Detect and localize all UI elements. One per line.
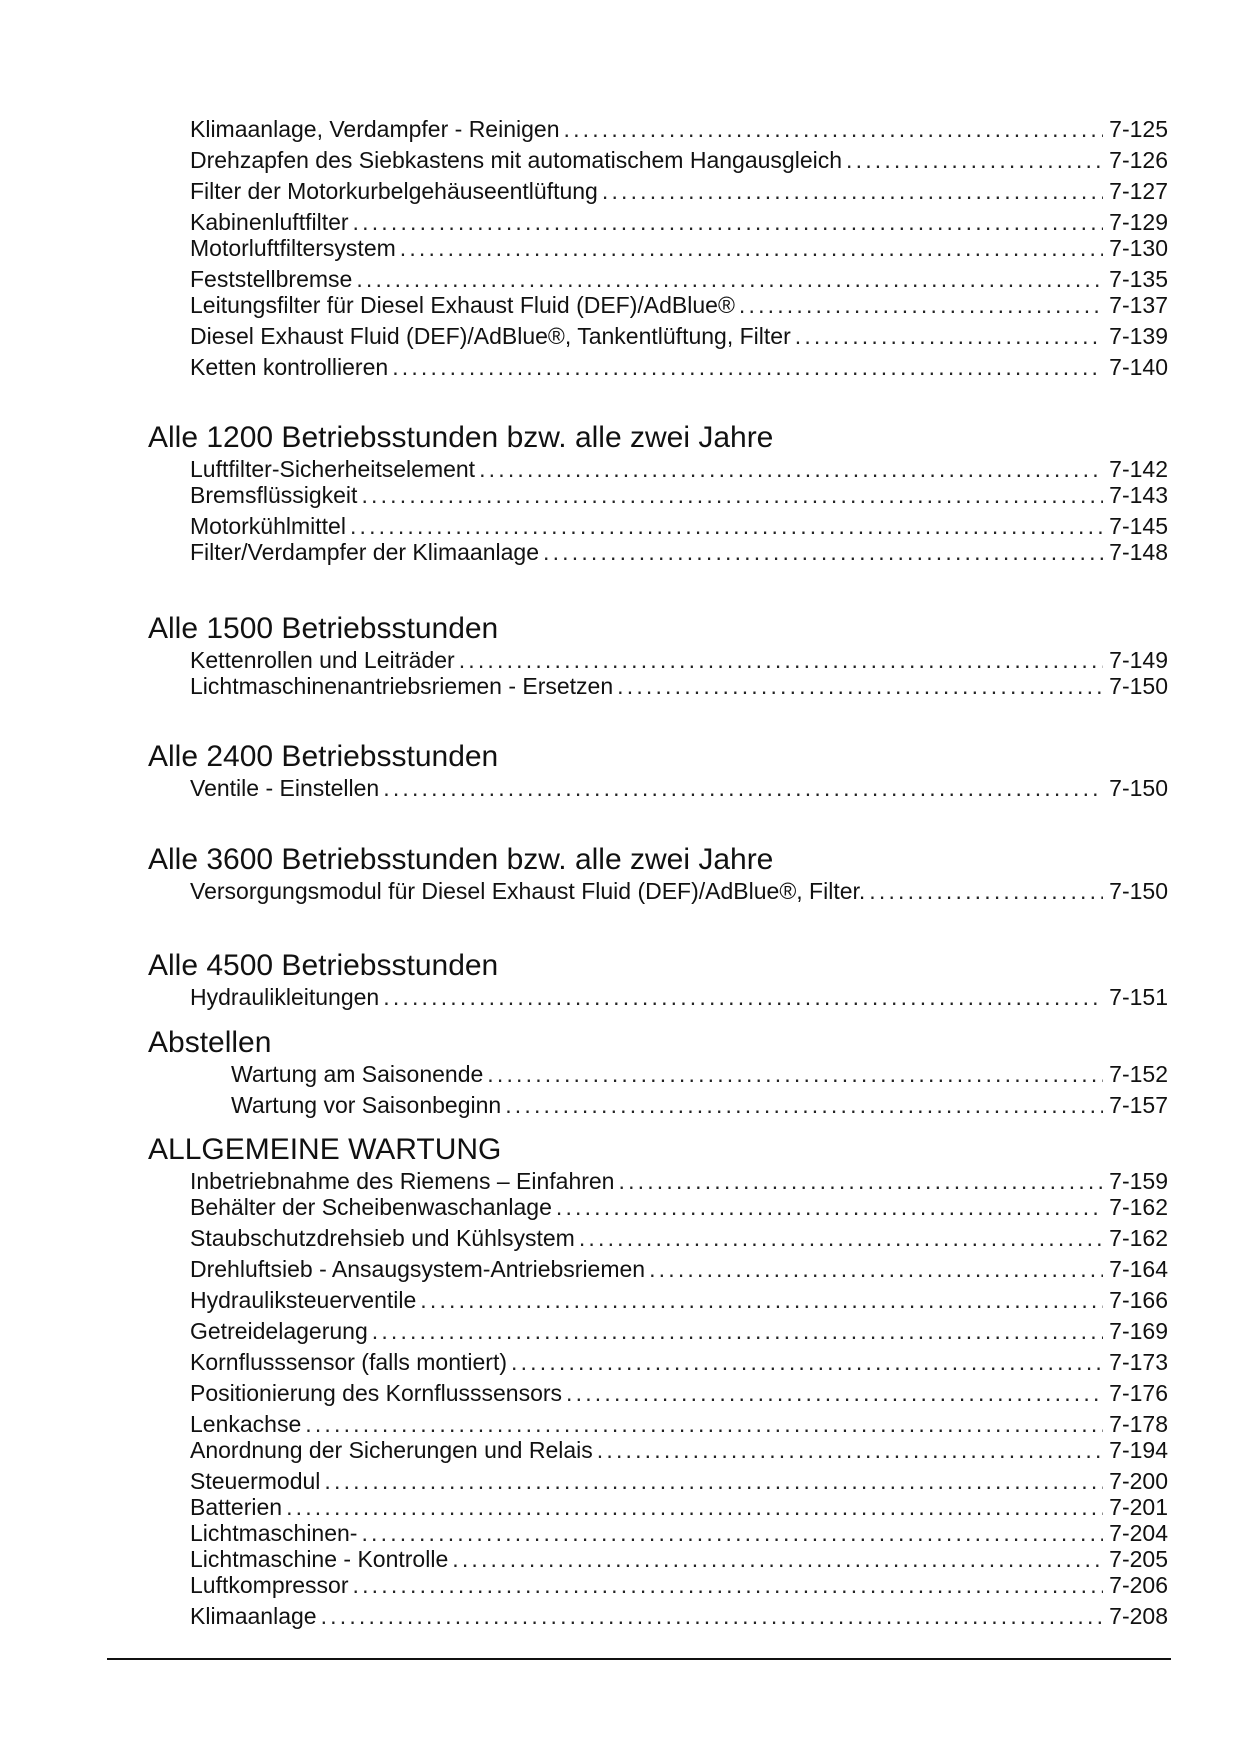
toc-entry-page: 7-150 [1109, 878, 1168, 904]
leader-dots [392, 354, 1103, 380]
toc-entry[interactable] [190, 209, 1168, 235]
toc-entry[interactable] [190, 984, 1168, 1010]
leader-dots [487, 1061, 1103, 1087]
toc-entry-title: Inbetriebnahme des Riemens – Einfahren [190, 1168, 615, 1194]
leader-dots [324, 1468, 1103, 1494]
leader-dots [563, 116, 1103, 142]
toc-entry[interactable] [190, 775, 1168, 801]
toc-entry[interactable] [190, 178, 1168, 204]
toc-entry-title: Kabinenluftfilter [190, 209, 349, 235]
toc-entry-title: Kornflusssensor (falls montiert) [190, 1349, 507, 1375]
toc-entry-title: Ventile - Einstellen [190, 775, 380, 801]
toc-entry-title: Hydraulikleitungen [190, 984, 380, 1010]
toc-entry-page: 7-205 [1109, 1546, 1168, 1572]
leader-dots [321, 1603, 1104, 1629]
toc-entry-title: Drehluftsieb - Ansaugsystem-Antriebsriemen [190, 1256, 646, 1282]
leader-dots [556, 1194, 1103, 1220]
toc-entry-page: 7-150 [1109, 775, 1168, 801]
leader-dots [305, 1411, 1103, 1437]
toc-entry-title: Wartung vor Saisonbeginn [231, 1092, 502, 1118]
toc-entry[interactable] [190, 1494, 1168, 1520]
leader-dots [602, 178, 1103, 204]
leader-dots [353, 209, 1104, 235]
toc-entry[interactable] [190, 1256, 1168, 1282]
leader-dots [361, 482, 1103, 508]
toc-entry[interactable] [190, 1468, 1168, 1494]
toc-entry[interactable] [190, 482, 1168, 508]
leader-dots [846, 147, 1103, 173]
toc-entry-title: Luftkompressor [190, 1572, 349, 1598]
toc-entry-title: Feststellbremse [190, 266, 353, 292]
toc-entry-page: 7-164 [1109, 1256, 1168, 1282]
toc-entry-page: 7-176 [1109, 1380, 1168, 1406]
toc-entry-title: Kettenrollen und Leiträder [190, 647, 455, 673]
leader-dots [617, 673, 1103, 699]
toc-entry[interactable] [190, 1572, 1168, 1598]
toc-entry[interactable] [190, 354, 1168, 380]
toc-entry-page: 7-206 [1109, 1572, 1168, 1598]
toc-entry-page: 7-201 [1109, 1494, 1168, 1520]
toc-entry[interactable] [190, 1318, 1168, 1344]
leader-dots [479, 456, 1103, 482]
toc-entry[interactable] [190, 456, 1168, 482]
toc-entry-title: Bremsflüssigkeit [190, 482, 358, 508]
toc-entry[interactable] [190, 1168, 1168, 1194]
toc-entry-title: Batterien [190, 1494, 283, 1520]
toc-entry-title: Lichtmaschinen- [190, 1520, 358, 1546]
toc-entry-title: Steuermodul [190, 1468, 321, 1494]
toc-entry-page: 7-129 [1109, 209, 1168, 235]
toc-entry-title: Behälter der Scheibenwaschanlage [190, 1194, 552, 1220]
toc-entry[interactable] [190, 1194, 1168, 1220]
toc-entry-title: Positionierung des Kornflusssensors [190, 1380, 563, 1406]
leader-dots [505, 1092, 1103, 1118]
toc-entry[interactable] [190, 673, 1168, 699]
toc-entry-title: Getreidelagerung [190, 1318, 368, 1344]
leader-dots [350, 513, 1103, 539]
toc-entry[interactable] [190, 647, 1168, 673]
toc-entry-page: 7-130 [1109, 235, 1168, 261]
leader-dots [597, 1437, 1103, 1463]
toc-entry-page: 7-143 [1109, 482, 1168, 508]
toc-entry-title: Versorgungsmodul für Diesel Exhaust Fluid (DEF)/AdBlue®, Filter. [190, 878, 866, 904]
toc-entry-title: Anordnung der Sicherungen und Relais [190, 1437, 593, 1463]
toc-entry[interactable] [190, 1349, 1168, 1375]
leader-dots [356, 266, 1103, 292]
toc-entry-page: 7-204 [1109, 1520, 1168, 1546]
section-heading: Abstellen [148, 1026, 272, 1059]
leader-dots [383, 775, 1103, 801]
toc-entry-page: 7-173 [1109, 1349, 1168, 1375]
toc-entry[interactable] [190, 1380, 1168, 1406]
toc-entry-title: Ketten kontrollieren [190, 354, 389, 380]
toc-entry-page: 7-178 [1109, 1411, 1168, 1437]
toc-entry[interactable] [190, 292, 1168, 318]
toc-entry-page: 7-162 [1109, 1225, 1168, 1251]
toc-entry-page: 7-139 [1109, 323, 1168, 349]
toc-entry[interactable] [190, 266, 1168, 292]
toc-entry-title: Lenkachse [190, 1411, 302, 1437]
section-heading: Alle 4500 Betriebsstunden [148, 949, 499, 982]
toc-entry[interactable] [190, 116, 1168, 142]
toc-entry[interactable] [190, 539, 1168, 565]
toc-entry-page: 7-140 [1109, 354, 1168, 380]
toc-entry-page: 7-148 [1109, 539, 1168, 565]
toc-entry[interactable] [190, 235, 1168, 261]
toc-entry-page: 7-135 [1109, 266, 1168, 292]
leader-dots [372, 1318, 1103, 1344]
leader-dots [452, 1546, 1103, 1572]
toc-entry-title: Hydrauliksteuerventile [190, 1287, 417, 1313]
toc-entry-page: 7-208 [1109, 1603, 1168, 1629]
toc-entry-page: 7-162 [1109, 1194, 1168, 1220]
toc-entry-page: 7-159 [1109, 1168, 1168, 1194]
toc-entry-title: Motorluftfiltersystem [190, 235, 396, 261]
leader-dots [286, 1494, 1103, 1520]
leader-dots [869, 878, 1103, 904]
toc-entry[interactable] [231, 1061, 1168, 1087]
toc-entry-page: 7-127 [1109, 178, 1168, 204]
toc-entry-page: 7-142 [1109, 456, 1168, 482]
toc-entry[interactable] [190, 1225, 1168, 1251]
toc-entry-title: Lichtmaschinenantriebsriemen - Ersetzen [190, 673, 614, 699]
leader-dots [649, 1256, 1103, 1282]
toc-entry-title: Klimaanlage [190, 1603, 317, 1629]
toc-entry-page: 7-125 [1109, 116, 1168, 142]
leader-dots [459, 647, 1103, 673]
toc-entry-title: Filter der Motorkurbelgehäuseentlüftung [190, 178, 598, 204]
toc-entry[interactable] [190, 878, 1168, 904]
toc-entry[interactable] [190, 147, 1168, 173]
toc-entry-page: 7-194 [1109, 1437, 1168, 1463]
toc-entry-title: Lichtmaschine - Kontrolle [190, 1546, 449, 1572]
toc-entry[interactable] [190, 1287, 1168, 1313]
toc-entry[interactable] [190, 1546, 1168, 1572]
toc-entry-page: 7-126 [1109, 147, 1168, 173]
toc-entry[interactable] [190, 1520, 1168, 1546]
toc-entry-page: 7-137 [1109, 292, 1168, 318]
toc-entry-page: 7-149 [1109, 647, 1168, 673]
leader-dots [566, 1380, 1103, 1406]
leader-dots [579, 1225, 1103, 1251]
section-heading: Alle 1500 Betriebsstunden [148, 612, 499, 645]
toc-entry[interactable] [190, 513, 1168, 539]
toc-entry-title: Luftfilter-Sicherheitselement [190, 456, 476, 482]
leader-dots [400, 235, 1103, 261]
toc-entry-title: Wartung am Saisonende [231, 1061, 484, 1087]
toc-entry-page: 7-152 [1109, 1061, 1168, 1087]
leader-dots [420, 1287, 1103, 1313]
toc-entry-page: 7-151 [1109, 984, 1168, 1010]
section-heading: Alle 3600 Betriebsstunden bzw. alle zwei Jahre [148, 843, 774, 876]
leader-dots [543, 539, 1103, 565]
toc-entry-page: 7-166 [1109, 1287, 1168, 1313]
section-heading: ALLGEMEINE WARTUNG [148, 1133, 502, 1166]
leader-dots [383, 984, 1103, 1010]
section-heading: Alle 1200 Betriebsstunden bzw. alle zwei Jahre [148, 421, 774, 454]
toc-entry-title: Filter/Verdampfer der Klimaanlage [190, 539, 539, 565]
toc-entry-title: Diesel Exhaust Fluid (DEF)/AdBlue®, Tankentlüftung, Filter [190, 323, 791, 349]
toc-entry[interactable] [231, 1092, 1168, 1118]
toc-entry-title: Staubschutzdrehsieb und Kühlsystem [190, 1225, 575, 1251]
footer-rule [107, 1658, 1171, 1660]
leader-dots [353, 1572, 1104, 1598]
toc-entry[interactable] [190, 1437, 1168, 1463]
toc-entry[interactable] [190, 1603, 1168, 1629]
toc-entry-page: 7-169 [1109, 1318, 1168, 1344]
leader-dots [795, 323, 1103, 349]
leader-dots [618, 1168, 1103, 1194]
toc-entry-title: Drehzapfen des Siebkastens mit automatischem Hangausgleich [190, 147, 843, 173]
toc-entry[interactable] [190, 323, 1168, 349]
toc-entry-page: 7-145 [1109, 513, 1168, 539]
section-heading: Alle 2400 Betriebsstunden [148, 740, 499, 773]
toc-entry-page: 7-157 [1109, 1092, 1168, 1118]
toc-entry-page: 7-150 [1109, 673, 1168, 699]
leader-dots [361, 1520, 1103, 1546]
toc-entry-page: 7-200 [1109, 1468, 1168, 1494]
toc-entry-title: Leitungsfilter für Diesel Exhaust Fluid (DEF)/AdBlue® [190, 292, 735, 318]
leader-dots [511, 1349, 1103, 1375]
toc-entry-title: Motorkühlmittel [190, 513, 346, 539]
leader-dots [739, 292, 1103, 318]
toc-entry[interactable] [190, 1411, 1168, 1437]
toc-entry-title: Klimaanlage, Verdampfer - Reinigen [190, 116, 560, 142]
